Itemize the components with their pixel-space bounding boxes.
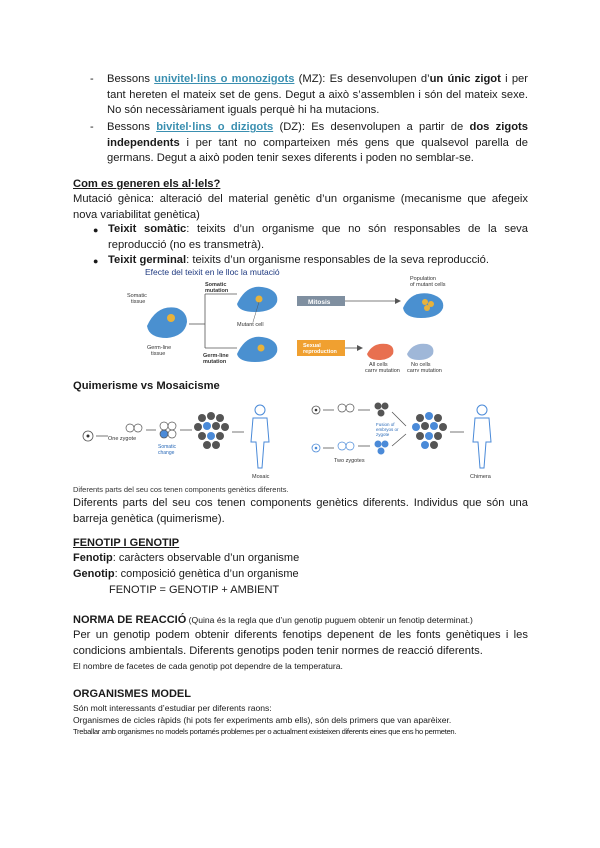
offspring-none-mutated <box>407 344 433 360</box>
label-fusion: Fusion of embryos or zygote <box>376 422 399 437</box>
fenotip-definition: Fenotip: caràcters observable d’un organisme <box>73 552 300 564</box>
mutant-cell-dot <box>167 314 175 322</box>
label-all-cells: All cells carry mutation <box>365 362 400 372</box>
offspring-all-mutated <box>367 344 393 360</box>
label-germ-line-mutation: Germ-line mutation <box>203 353 229 365</box>
chimera-mosaic-figure <box>72 396 528 480</box>
germinal-item: Teixit germinal: teixits d’un organisme responsables de la seva reproducció. <box>108 254 489 266</box>
label-chimera: Chimera <box>470 474 491 480</box>
bullet-dot: ● <box>93 256 99 266</box>
chimera-figure-person <box>473 405 491 468</box>
mosaic-figure-person <box>251 405 269 468</box>
germ-line-mutation-tissue <box>237 337 277 362</box>
label-germ-line-tissue: Germ-line tissue <box>147 345 172 357</box>
dash-bullet: - <box>90 73 94 85</box>
bullet-dot: ● <box>93 225 99 235</box>
label-one-zygote: One zygote <box>108 436 137 442</box>
label-sexual-reproduction: Sexual reproduction <box>303 343 337 355</box>
label-somatic-tissue: Somatic tissue <box>127 293 147 305</box>
mosaic-blastula <box>194 412 229 449</box>
model-line-1: Són molt interessants d’estudiar per diferents raons: <box>73 703 272 713</box>
label-population: Population of mutant cells <box>410 276 446 288</box>
somatic-tissue-shape <box>147 307 187 338</box>
label-no-cells: No cells carry mutation <box>407 362 442 372</box>
mutant-cell-dot <box>256 296 263 303</box>
cell-cluster <box>160 422 176 438</box>
link-monozigots[interactable]: univitel·lins o monozigots <box>154 73 295 85</box>
heading-norma: NORMA DE REACCIÓ <box>73 614 187 626</box>
twins-mz-paragraph: Bessons univitel·lins o monozigots (MZ): Es desenvolupen d’un únic zigot i per tant hereten el mateix set de gens. Degut a això s’assemblen i són del mateix sexe. No són necessàriament iguals perquè hi ha mutacions. <box>107 73 528 116</box>
figure-title: Efecte del teixit en le lloc la mutació <box>145 267 280 277</box>
mutant-cell-dot <box>258 345 265 352</box>
twins-dz-paragraph: Bessons bivitel·lins o dizigots (DZ): Es desenvolupen a partir de dos zigots independents i per tant no comparteixen més gens que qualsevol parella de germans. Degut a això poden tenir sexes diferents i poden no semblar-se. <box>107 121 528 164</box>
label-two-zygotes: Two zygotes <box>334 458 365 464</box>
heading-fenotip-genotip: FENOTIP I GENOTIP <box>73 537 180 549</box>
label-somatic-change: Somatic change <box>158 444 177 456</box>
heading-quimerisme: Quimerisme vs Mosaicisme <box>73 380 220 392</box>
label-mosaic: Mosaic <box>252 474 270 480</box>
label-mutant-cell: Mutant cell <box>237 322 264 328</box>
quimerisme-paragraph: Diferents parts del seu cos tenen components genètics diferents. Individus que són una barreja genètica (quimerisme). <box>73 497 528 525</box>
somatic-item: Teixit somàtic: teixits d’un organisme que no són responsables de la seva reproducció (no es transmetrà). <box>108 223 529 251</box>
genotip-definition: Genotip: composició genètica d’un organisme <box>73 568 299 580</box>
fenotip-formula: FENOTIP = GENOTIP + AMBIENT <box>109 584 280 596</box>
norma-heading-line: NORMA DE REACCIÓ (Quina és la regla que d’un genotip puguem obtenir un fenotip determinat.) <box>73 614 473 626</box>
label-mitosis: Mitosis <box>308 299 331 306</box>
model-line-3: Treballar amb organismes no models portarnés problemes per o actualment existeixen diferents eines que ens ho permeten. <box>73 727 457 736</box>
dash-bullet: - <box>90 121 94 133</box>
norma-small-note: El nombre de facetes de cada genotip pot dependre de la temperatura. <box>73 661 343 671</box>
label-somatic-mutation: Somatic mutation <box>205 282 229 294</box>
norma-paragraph: Per un genotip podem obtenir diferents fenotips depenent de les fonts genètiques i les condicions ambientals. Diferents genotips poden tenir normes de reacció diferents. <box>73 629 528 657</box>
heading-alleles: Com es generen els al·lels? <box>73 178 221 190</box>
model-line-2: Organismes de cicles ràpids (hi pots fer experiments amb ells), són dels primers que van aparèixer. <box>73 715 452 725</box>
mutant-population-tissue <box>403 293 443 318</box>
chimera-blastula <box>412 412 447 449</box>
alleles-intro: Mutació gènica: alteració del material genètic d’un organisme (mecanisme que afegeix nova variabilitat genètica) <box>73 193 528 221</box>
mutation-figure <box>125 266 475 372</box>
figure-caption: Diferents parts del seu cos tenen components genètics diferents. <box>73 485 289 494</box>
link-dizigots[interactable]: bivitel·lins o dizigots <box>156 121 274 133</box>
heading-organismes-model: ORGANISMES MODEL <box>73 688 191 700</box>
